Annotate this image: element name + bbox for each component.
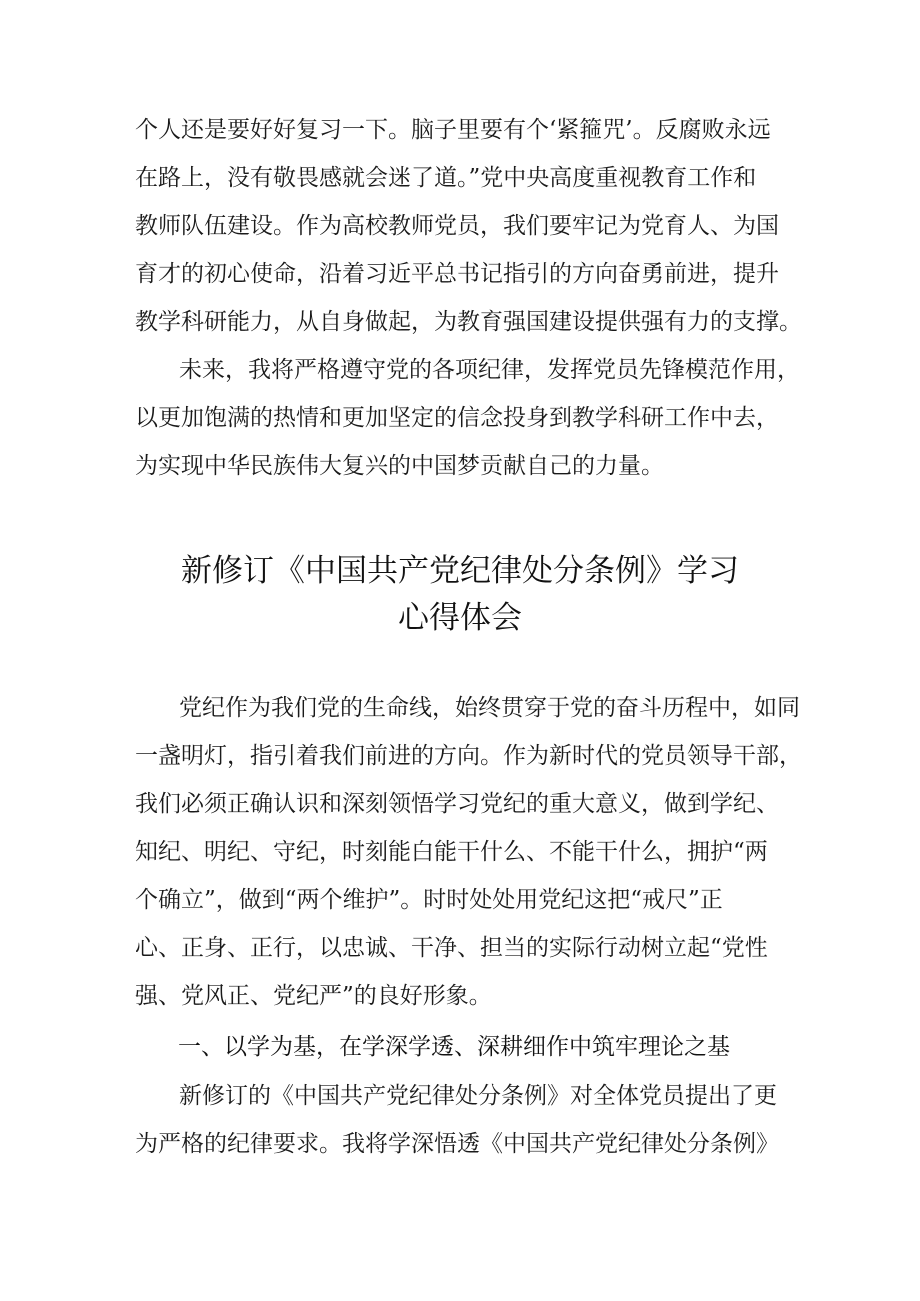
text-line: 知纪、明纪、守纪，时刻能白能干什么、不能干什么，拥护“两 [135,839,768,865]
text-line: 未来，我将严格遵守党的各项纪律，发挥党员先锋模范作用， [179,357,800,383]
text-line: 个人还是要好好复习一下。脑子里要有个‘紧箍咒’。反腐败永远 [135,117,771,143]
text-line: 我们必须正确认识和深刻领悟学习党纪的重大意义，做到学纪、 [135,791,779,817]
title-line-1: 新修订《中国共产党纪律处分条例》学习 [181,553,739,589]
text-line: 教学科研能力，从自身做起，为教育强国建设提供强有力的支撑。 [135,309,802,335]
text-line: 为严格的纪律要求。我将学深悟透《中国共产党纪律处分条例》 [135,1131,779,1157]
text-line: 新修订的《中国共产党纪律处分条例》对全体党员提出了更 [179,1083,777,1109]
text-line: 强、党风正、党纪严”的良好形象。 [135,983,492,1009]
text-line: 为实现中华民族伟大复兴的中国梦贡献自己的力量。 [135,453,664,479]
text-line: 育才的初心使命，沿着习近平总书记指引的方向奋勇前进，提升 [135,261,779,287]
text-line: 以更加饱满的热情和更加坚定的信念投身到教学科研工作中去， [135,405,779,431]
text-line: 在路上，没有敬畏感就会迷了道。”党中央高度重视教育工作和 [135,165,757,191]
section-heading: 一、以学为基，在学深学透、深耕细作中筑牢理论之基 [178,1034,730,1060]
title-line-2: 心得体会 [398,600,522,636]
text-line: 教师队伍建设。作为高校教师党员，我们要牢记为党育人、为国 [135,213,779,239]
text-line: 心、正身、正行，以忠诚、干净、担当的实际行动树立起“党性 [135,935,768,961]
text-line: 个确立”，做到“两个维护”。时时处处用党纪这把“戒尺”正 [135,887,723,913]
text-line: 一盏明灯，指引着我们前进的方向。作为新时代的党员领导干部， [135,743,802,769]
text-line: 党纪作为我们党的生命线，始终贯穿于党的奋斗历程中，如同 [179,695,800,721]
